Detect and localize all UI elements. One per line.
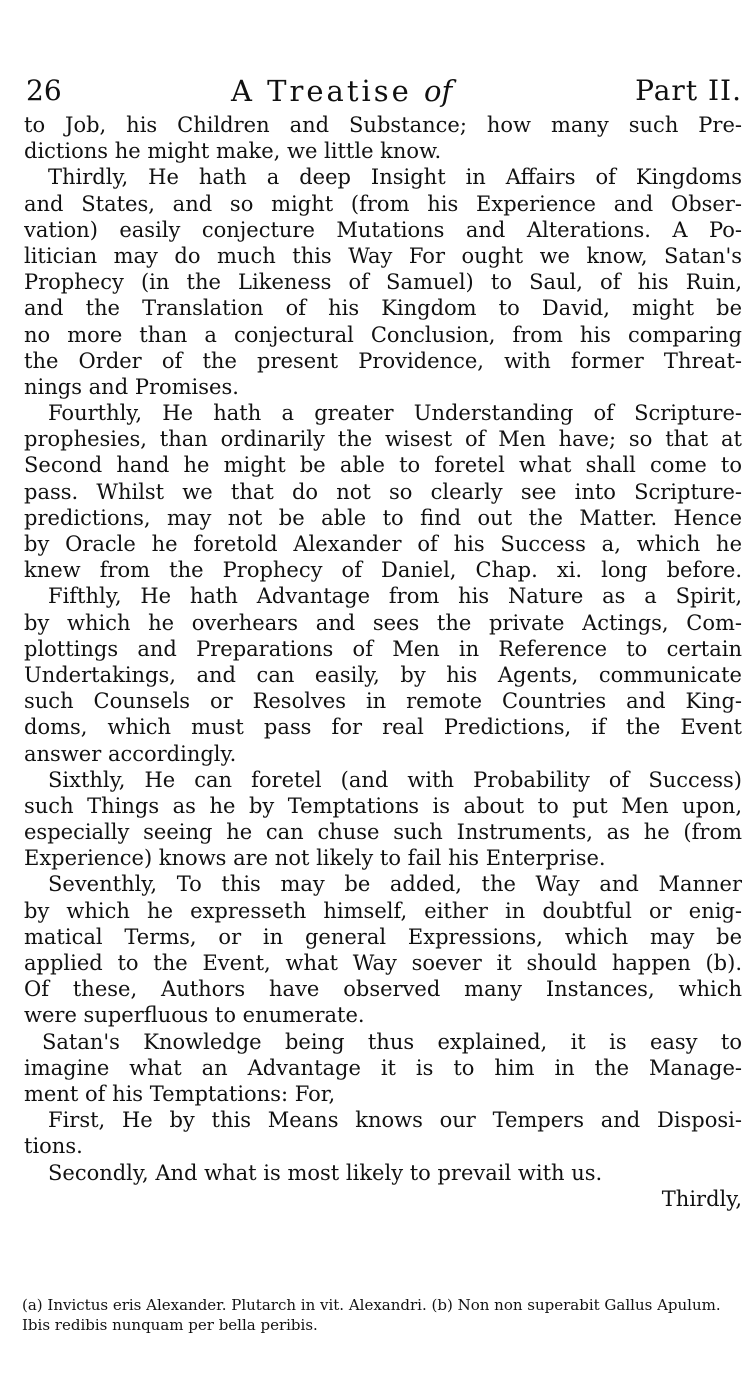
text-line: Second hand he might be able to foretel what shall come to — [24, 453, 742, 478]
text-line: predictions, may not be able to find out the Matter. Hence — [24, 505, 742, 530]
text-line: prophesies, than ordinarily the wisest of Men have; so that at — [24, 427, 742, 452]
text-line: Seventhly, To this may be added, the Way and Manner — [48, 872, 742, 897]
text-line: nings and Promises. — [24, 374, 239, 399]
text-line: Thirdly, He hath a deep Insight in Affairs of Kingdoms — [48, 165, 742, 190]
text-line: First, He by this Means knows our Tempers and Disposi- — [48, 1108, 742, 1133]
text-line: such Things as he by Temptations is about to put Men upon, — [24, 793, 742, 818]
text-line: dictions he might make, we little know. — [24, 139, 442, 164]
text-line: applied to the Event, what Way soever it should happen (b). — [24, 951, 742, 975]
text-line: vation) easily conjecture Mutations and Alterations. A Po- — [24, 217, 742, 242]
text-line: and States, and so might (from his Experience and Obser- — [24, 191, 742, 216]
footnotes — [22, 1295, 742, 1335]
text-line: were superfluous to enumerate. — [24, 1003, 365, 1028]
body-text — [24, 112, 742, 1212]
running-title-of: of — [424, 74, 453, 108]
text-line: tions. — [24, 1134, 83, 1159]
text-line: imagine what an Advantage it is to him in the Manage- — [24, 1055, 742, 1080]
text-line: such Counsels or Resolves in remote Countries and King- — [24, 689, 742, 714]
running-header — [26, 74, 742, 114]
text-line: Prophecy (in the Likeness of Samuel) to Saul, of his Ruin, — [24, 270, 742, 295]
text-line: Of these, Authors have observed many Instances, which — [24, 977, 742, 1002]
footnote-text: (a) Invictus eris Alexander. Plutarch in vit. Alexandri. (b) Non non superabit Gallus Apulum. Ibis redibis nunquam per bella peribis. — [22, 1296, 721, 1334]
text-line: by which he overhears and sees the private Actings, Com- — [24, 610, 742, 635]
text-line: Sixthly, He can foretel (and with Probability of Success) — [48, 767, 742, 792]
text-line: especially seeing he can chuse such Instruments, as he (from — [24, 820, 742, 845]
text-line: doms, which must pass for real Predictions, if the Event — [24, 715, 742, 740]
text-line: matical Terms, or in general Expressions, which may be — [24, 924, 742, 949]
text-line: Fifthly, He hath Advantage from his Nature as a Spirit, — [48, 584, 742, 609]
running-title-main: A Treatise — [231, 74, 412, 108]
text-line: Undertakings, and can easily, by his Agents, communicate — [24, 662, 742, 687]
text-line: by which he expresseth himself, either in doubtful or enig- — [24, 898, 742, 923]
text-line: Fourthly, He hath a greater Understanding of Scripture- — [48, 401, 742, 426]
text-line: litician may do much this Way For ought we know, Satan's — [24, 243, 742, 268]
text-line: ment of his Temptations: For, — [24, 1081, 336, 1106]
text-line: and the Translation of his Kingdom to David, might be — [24, 296, 742, 321]
text-line: Experience) knows are not likely to fail his Enterprise. — [24, 846, 606, 871]
text-line: Satan's Knowledge being thus explained, it is easy to — [42, 1029, 742, 1054]
text-line: by Oracle he foretold Alexander of his Success a, which he — [24, 532, 742, 556]
page-number: 26 — [26, 74, 62, 107]
text-line: answer accordingly. — [24, 741, 237, 766]
text-line: plottings and Preparations of Men in Reference to certain — [24, 636, 742, 661]
text-line: knew from the Prophecy of Daniel, Chap. xi. long before. — [24, 558, 742, 583]
text-line: pass. Whilst we that do not so clearly see into Scripture- — [24, 479, 742, 504]
running-title — [231, 74, 452, 108]
text-line: the Order of the present Providence, with former Threat- — [24, 348, 742, 373]
text-line: to Job, his Children and Substance; how many such Pre- — [24, 113, 742, 137]
text-line: Secondly, And what is most likely to prevail with us. — [48, 1160, 603, 1185]
catchword: Thirdly, — [661, 1186, 742, 1211]
part-label: Part II. — [635, 74, 742, 107]
text-line: no more than a conjectural Conclusion, from his comparing — [24, 322, 742, 347]
